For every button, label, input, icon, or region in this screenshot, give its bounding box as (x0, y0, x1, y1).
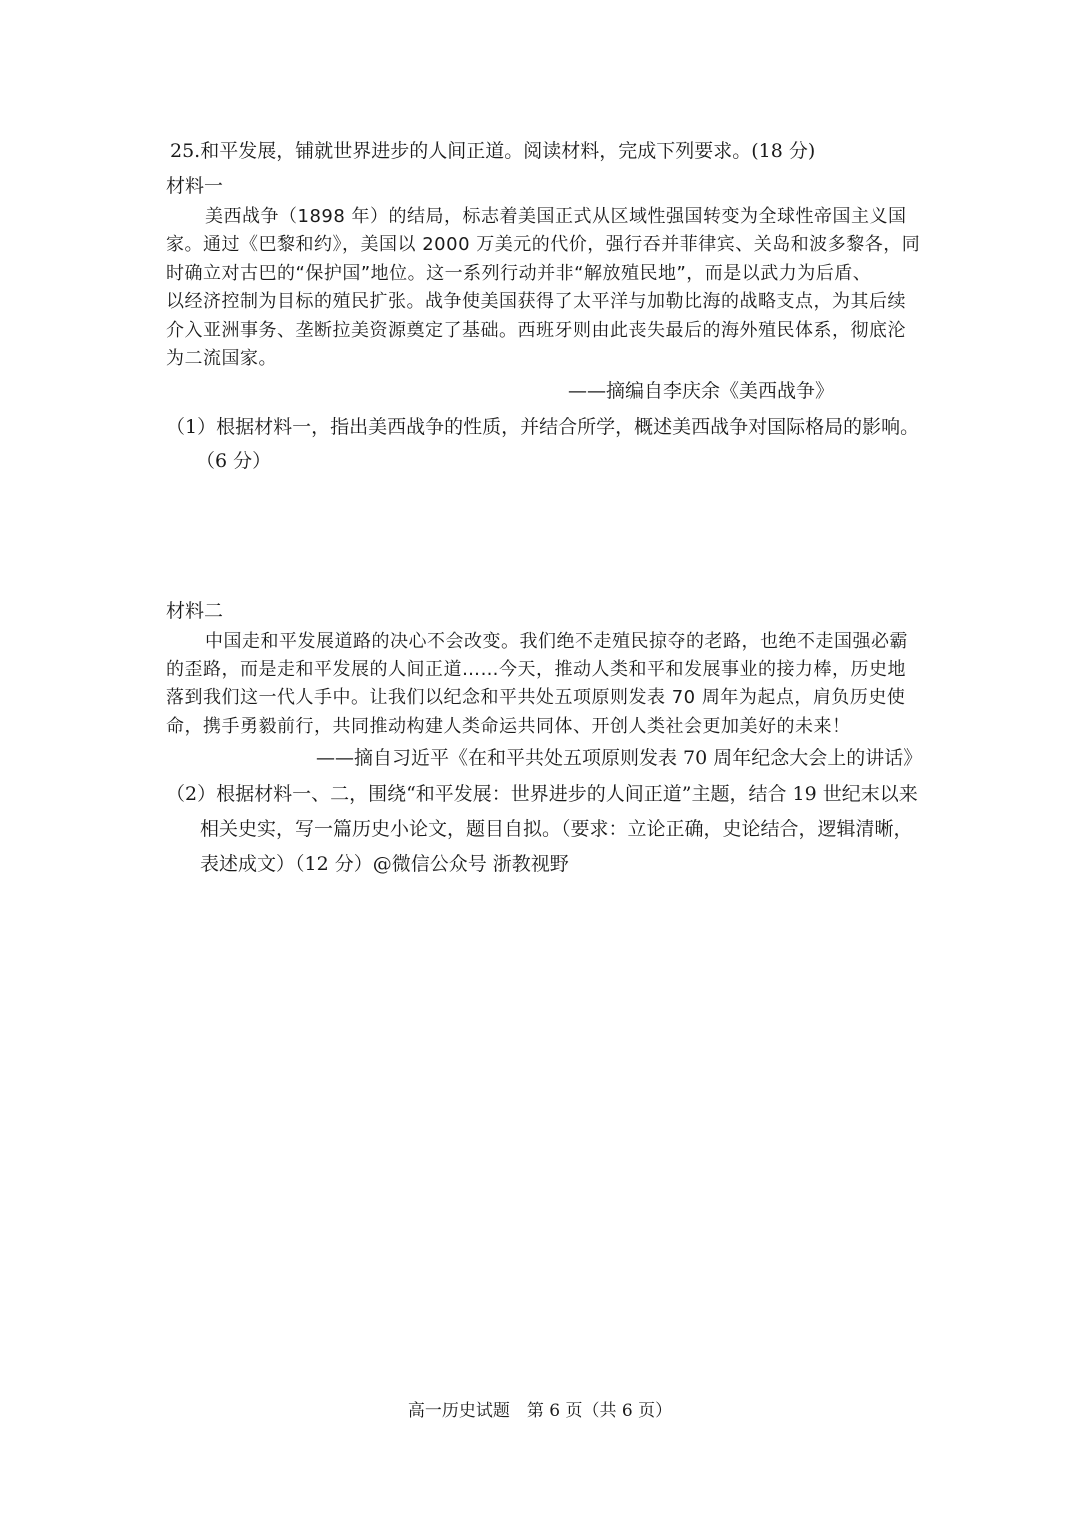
question-1-text: （1）根据材料一，指出美西战争的性质，并结合所学，概述美西战争对国际格局的影响。 (166, 416, 920, 438)
material-1-line: 介入亚洲事务、垄断拉美资源奠定了基础。西班牙则由此丧失最后的海外殖民体系，彻底沦 (166, 320, 906, 341)
material-1-line: 为二流国家。 (166, 348, 277, 369)
material-2-line: 命，携手勇毅前行，共同推动构建人类命运共同体、开创人类社会更加美好的未来！ (166, 716, 851, 737)
material-1-line: 以经济控制为目标的殖民扩张。战争使美国获得了太平洋与加勒比海的战略支点，为其后续 (166, 291, 906, 312)
material-1-source: ——摘编自李庆余《美西战争》 (568, 380, 835, 402)
page-footer: 高一历史试题 第 6 页（共 6 页） (407, 1401, 673, 1421)
question-2-text: （2）根据材料一、二，围绕“和平发展：世界进步的人间正道”主题，结合 19 世纪末以来 (166, 783, 918, 805)
question-2-text: 相关史实，写一篇历史小论文，题目自拟。（要求：立论正确，史论结合，逻辑清晰， (200, 818, 913, 840)
question-1-score: （6 分） (196, 450, 272, 472)
material-1-line: 美西战争（1898 年）的结局，标志着美国正式从区域性强国转变为全球性帝国主义国 (205, 206, 907, 227)
material-2-source: ——摘自习近平《在和平共处五项原则发表 70 周年纪念大会上的讲话》 (316, 747, 923, 769)
question-2-text: 表述成文）（12 分）@微信公众号 浙教视野 (200, 853, 569, 875)
material-2-line: 落到我们这一代人手中。让我们以纪念和平共处五项原则发表 70 周年为起点，肩负历史使 (166, 687, 906, 708)
material-1-heading: 材料一 (166, 175, 224, 197)
material-2-line: 的歪路，而是走和平发展的人间正道……今天，推动人类和平和发展事业的接力棒，历史地 (166, 659, 906, 680)
material-1-line: 家。通过《巴黎和约》，美国以 2000 万美元的代价，强行吞并菲律宾、关岛和波多黎各，同 (166, 234, 921, 255)
material-2-line: 中国走和平发展道路的决心不会改变。我们绝不走殖民掠夺的老路，也绝不走国强必霸 (205, 631, 908, 652)
material-2-heading: 材料二 (166, 600, 224, 622)
question-title: 25.和平发展，铺就世界进步的人间正道。阅读材料，完成下列要求。(18 分) (170, 140, 816, 162)
material-1-line: 时确立对古巴的“保护国”地位。这一系列行动并非“解放殖民地”，而是以武力为后盾、 (166, 263, 872, 284)
